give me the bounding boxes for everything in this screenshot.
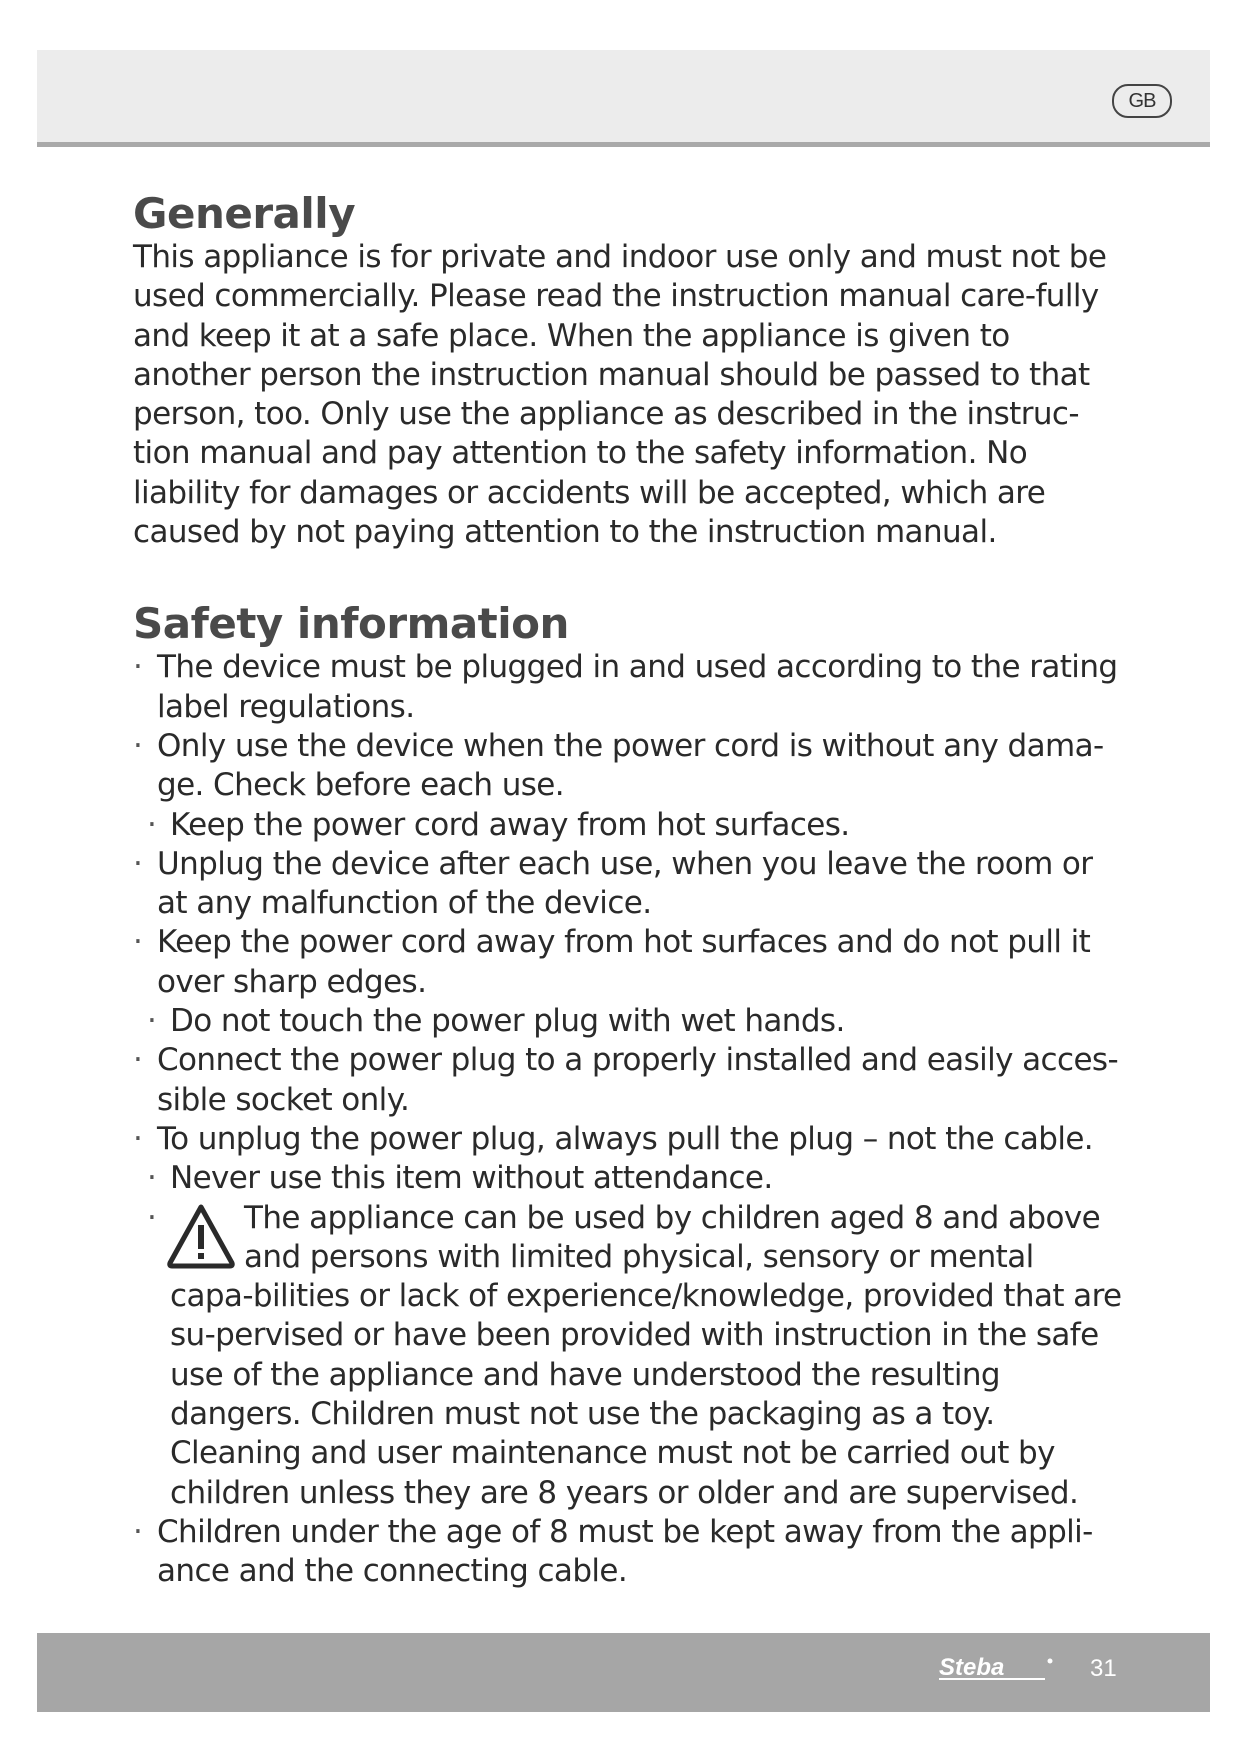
list-item: · Do not touch the power plug with wet hands. — [133, 1002, 1123, 1041]
generally-heading: Generally — [133, 189, 356, 238]
bullet-dot: · — [133, 1120, 143, 1157]
list-item: · Keep the power cord away from hot surfaces. — [133, 806, 1123, 845]
bullet-dot: · — [133, 649, 143, 686]
bullet-dot: · — [147, 1199, 157, 1236]
page-number: 31 — [1090, 1655, 1117, 1682]
bullet-dot: · — [147, 806, 157, 843]
header-band — [37, 50, 1210, 147]
svg-text:Steba: Steba — [939, 1654, 1005, 1681]
list-item: · Children under the age of 8 must be kept away from the appli-ance and the connecting cable. — [133, 1513, 1093, 1590]
footer-band — [37, 1633, 1210, 1712]
bullet-dot: · — [133, 1042, 143, 1079]
list-item: · Keep the power cord away from hot surfaces and do not pull it over sharp edges. — [133, 924, 1091, 1000]
bullet-dot: · — [133, 924, 143, 961]
bullet-dot: · — [133, 845, 143, 882]
list-item: · To unplug the power plug, always pull the plug – not the cable. — [133, 1120, 1123, 1159]
list-item-warning: · The appliance can be used by children aged 8 and above and persons with limited physical, sensory or mental capa-bilities or lack of experience/knowledge, provided that are su-pervised or have been provided with instruction in the safe use of the appliance and have understood the resulting dangers. Children must not use the packaging as a toy. Cleaning and user maintenance must not be carried out by children unless they are 8 years or older and are supervised. — [147, 1199, 1122, 1511]
brand-logo — [937, 1653, 1057, 1683]
list-item: · Connect the power plug to a properly installed and easily acces-sible socket only. — [133, 1042, 1119, 1118]
page-content — [133, 190, 1123, 1592]
list-item: · The device must be plugged in and used according to the rating label regulations. — [133, 649, 1118, 725]
generally-paragraph: This appliance is for private and indoor use only and must not be used commercially. Please read the instruction manual care-fully and keep it at a safe place. When the appliance is given to another person the instruction manual should be passed to that person, too. Only use the appliance as described in the instruc-tion manual and pay attention to the safety information. No liability for damages or accidents will be accepted, which are caused by not paying attention to the instruction manual. — [133, 239, 1107, 551]
bullet-dot: · — [133, 1513, 143, 1550]
list-item: · Never use this item without attendance. — [133, 1159, 1123, 1198]
safety-heading: Safety information — [133, 599, 569, 649]
list-item: · Only use the device when the power cord is without any dama-ge. Check before each use. — [133, 727, 1104, 804]
warning-icon — [166, 1203, 236, 1269]
bullet-dot: · — [133, 727, 143, 764]
safety-list — [133, 648, 1123, 1591]
language-badge: GB — [1112, 84, 1172, 118]
bullet-dot: · — [147, 1003, 157, 1040]
list-item: · Unplug the device after each use, when you leave the room or at any malfunction of the device. — [133, 845, 1093, 922]
bullet-dot: · — [147, 1160, 157, 1197]
